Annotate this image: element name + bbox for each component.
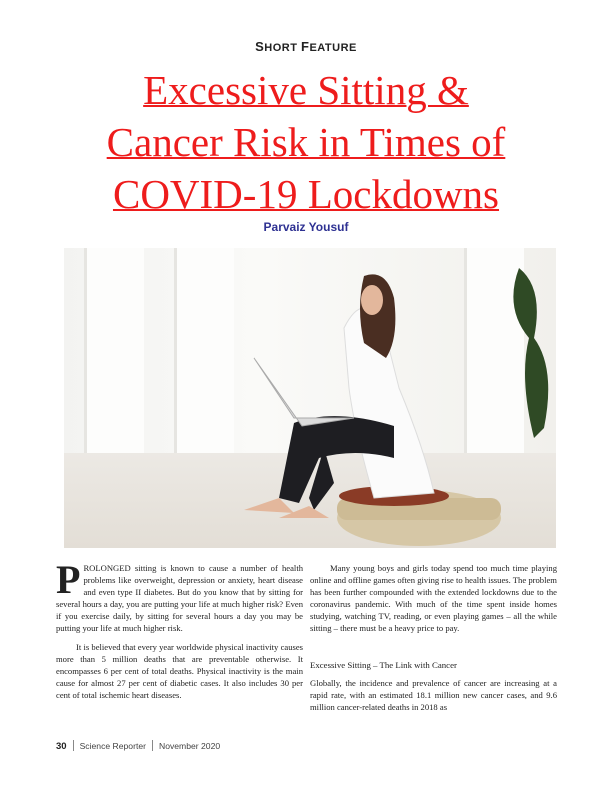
page-number: 30 [56,741,67,752]
drop-cap: P [56,557,81,602]
divider [73,740,74,751]
title-line: Cancer Risk in Times of [106,119,506,165]
right-column [310,562,557,719]
issue-date: November 2020 [158,741,221,751]
section-subheading: Excessive Sitting – The Link with Cancer [310,659,457,670]
title-line: Excessive Sitting & [143,67,469,113]
magazine-name: Science Reporter [79,741,146,751]
page-footer [56,740,220,752]
paragraph-text: ROLONGED sitting is known to cause a number of health problems like overweight, depression or anxiety, heart disease and even type II diabetes. But do you know that by sitting for several hours a day, you are putting your life at much higher risk? Even if you exercise daily, by sitting for several hours a day you may be putting your life at much higher risk. [56,563,303,634]
author-byline: Parvaiz Yousuf [263,220,349,234]
section-kicker [0,39,612,54]
kicker-initial: S [255,39,265,54]
kicker-initial: F [301,39,310,54]
kicker-text: EATURE [309,42,357,54]
paragraph: It is believed that every year worldwide physical inactivity causes more than 5 million deaths that are preventable otherwise. It encompasses 6 per cent of total deaths. Physical inactivity is the main cause for almost 27 per cent of diabetic cases. It also includes 30 per cent of total ischemic heart diseases. [56,641,303,700]
divider [152,740,153,751]
paragraph: Many young boys and girls today spend too much time playing online and offline games often giving rise to health issues. The problem has been further compounded with the extended lockdowns due to the coronavirus pandemic. With much of the time spent inside homes studying, watching TV, reading, or even playing games – all the while sitting – there must be a heavy price to pay. [310,563,557,634]
intro-paragraph [56,557,303,635]
paragraph: Globally, the incidence and prevalence of cancer are increasing at a rapid rate, with an estimated 18.1 million new cancer cases, and 9.6 million cancer-related deaths in 2018 as [310,677,557,712]
article-photo [64,248,556,548]
kicker-text: HORT [264,42,302,54]
left-column [56,557,303,707]
title-line: COVID-19 Lockdowns [112,171,500,217]
article-title [40,64,572,220]
woman-with-laptop-illustration [64,248,556,548]
